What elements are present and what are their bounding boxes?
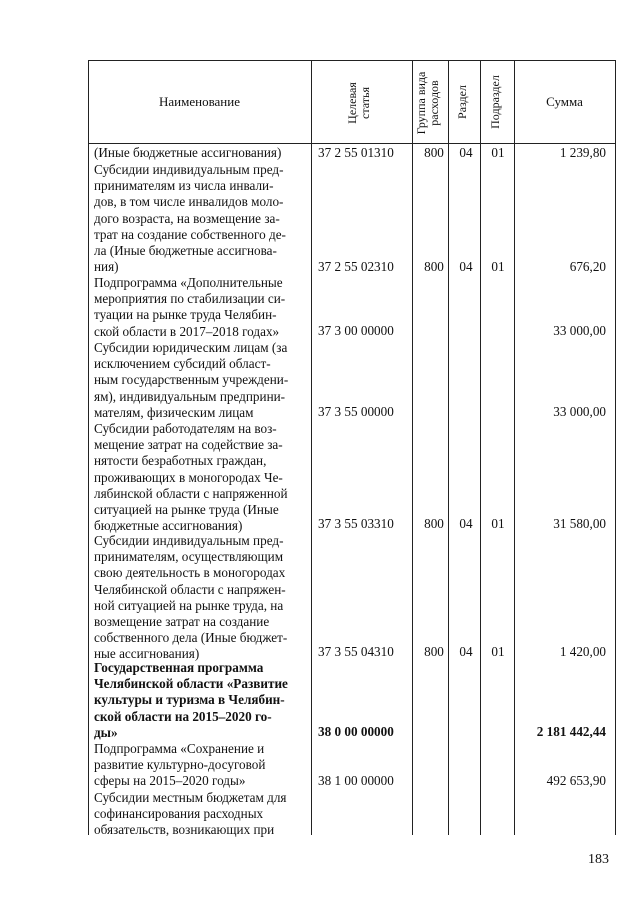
header-subsection: Подраздел (488, 75, 502, 129)
row-subsection: 01 (491, 516, 505, 531)
row-name: Субсидии индивидуальным пред- принимателям, осуществляющим свою деятельность в моногородах Челябинской области с напряжен- ной ситуацией на рынке труда, на возмещение затрат на создание собственного дела (Иные бюджет- ные ассигнования) (94, 533, 288, 662)
row-group: 800 (424, 145, 444, 160)
row-target-code: 38 0 00 00000 (318, 724, 394, 739)
row-sum: 676,20 (569, 259, 606, 274)
table-border-left (88, 60, 89, 835)
column-divider (311, 60, 312, 835)
column-divider (448, 60, 449, 835)
row-sum: 31 580,00 (553, 516, 606, 531)
column-divider (412, 60, 413, 835)
page-number: 183 (588, 852, 609, 867)
row-name: Субсидии юридическим лицам (за исключением субсидий област- ным государственным учреждени- ям), индивидуальным предприни- мателям, физическим лицам (94, 340, 289, 420)
row-sum: 1 420,00 (559, 644, 606, 659)
row-section: 04 (459, 644, 473, 659)
row-name: Подпрограмма «Сохранение и развитие культурно-досуговой сферы на 2015–2020 годы» (94, 741, 266, 789)
row-subsection: 01 (491, 644, 505, 659)
row-group: 800 (424, 259, 444, 274)
row-target-code: 38 1 00 00000 (318, 773, 394, 788)
row-sum: 492 653,90 (546, 773, 606, 788)
table-border-right (615, 60, 616, 835)
column-divider (514, 60, 515, 835)
row-name: Субсидии индивидуальным пред- принимателям из числа инвали- дов, в том числе инвалидов моло- дого возраста, на возмещение за- трат на создание собственного де- ла (Иные бюджетные ассигнова- ния) (94, 162, 286, 275)
header-sum: Сумма (546, 94, 583, 109)
row-sum: 33 000,00 (553, 404, 606, 419)
row-section: 04 (459, 145, 473, 160)
row-target-code: 37 3 55 00000 (318, 404, 394, 419)
row-name: Подпрограмма «Дополнительные мероприятия по стабилизации си- туации на рынке труда Челябин- ской области в 2017–2018 годах» (94, 275, 286, 339)
column-divider (480, 60, 481, 835)
row-target-code: 37 3 55 03310 (318, 516, 394, 531)
row-target-code: 37 2 55 02310 (318, 259, 394, 274)
row-sum: 2 181 442,44 (536, 724, 606, 739)
row-name: Субсидии местным бюджетам для софинансирования расходных обязательств, возникающих при (94, 790, 287, 838)
row-target-code: 37 3 55 04310 (318, 644, 394, 659)
header-target-article: Целевая статья (345, 82, 372, 124)
row-subsection: 01 (491, 259, 505, 274)
row-sum: 33 000,00 (553, 323, 606, 338)
row-section: 04 (459, 259, 473, 274)
row-group: 800 (424, 644, 444, 659)
row-target-code: 37 2 55 01310 (318, 145, 394, 160)
row-name: (Иные бюджетные ассигнования) (94, 145, 282, 160)
header-expense-group: Группа вида расходов (414, 71, 441, 135)
row-section: 04 (459, 516, 473, 531)
row-group: 800 (424, 516, 444, 531)
header-section: Раздел (455, 85, 469, 119)
row-subsection: 01 (491, 145, 505, 160)
row-name: Субсидии работодателям на воз- мещение затрат на содействие за- нятости безработных граждан, проживающих в моногородах Че- лябинской области с напряженной ситуацией на рынке труда (Иные бюджетные ассигнования) (94, 421, 288, 534)
row-name-program: Государственная программа Челябинской области «Развитие культуры и туризма в Челябин- ской области на 2015–2020 го- ды» (94, 660, 288, 740)
row-target-code: 37 3 00 00000 (318, 323, 394, 338)
row-sum: 1 239,80 (559, 145, 606, 160)
header-name: Наименование (159, 94, 240, 109)
